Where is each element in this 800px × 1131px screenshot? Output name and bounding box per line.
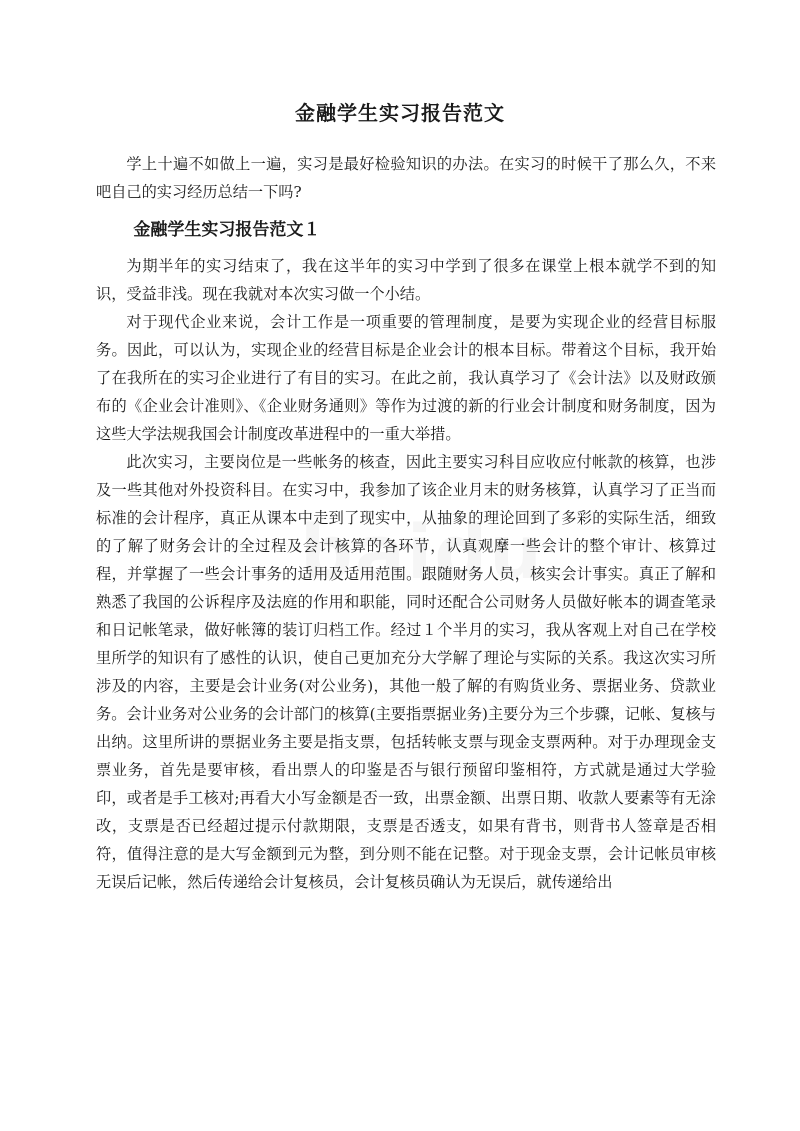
body-paragraph-2: 对于现代企业来说，会计工作是一项重要的管理制度，是要为实现企业的经营目标服务。因此，可以认为，实现企业的经营目标是企业会计的根本目标。带着这个目标，我开始了在我所在的实习企业进行了有目的实习。在此之前，我认真学习了《会计法》以及财政颁布的《企业会计准则》、《企业财务通则》等作为过渡的新的行业会计制度和财务制度，因为这些大学法规我国会计制度改革进程中的一重大举措。 (96, 313, 716, 443)
body-paragraph-1: 为期半年的实习结束了，我在这半年的实习中学到了很多在课堂上根本就学不到的知识，受益非浅。现在我就对本次实习做一个小结。 (96, 257, 716, 303)
section-heading: 金融学生实习报告范文１ (133, 220, 321, 240)
document-title: 金融学生实习报告范文 (295, 101, 505, 125)
intro-paragraph: 学上十遍不如做上一遍，实习是最好检验知识的办法。在实习的时候干了那么久，不来吧自己的实习经历总结一下吗? (96, 155, 716, 201)
body-paragraph-3: 此次实习，主要岗位是一些帐务的核查，因此主要实习科目应收应付帐款的核算，也涉及一些其他对外投资科目。在实习中，我参加了该企业月末的财务核算，认真学习了正当而标准的会计程序，真正从课本中走到了现实中，从抽象的理论回到了多彩的实际生活，细致的了解了财务会计的全过程及会计核算的各环节，认真观摩一些会计的整个审计、核算过程，并掌握了一些会计事务的适用及适用范围。跟随财务人员，核实会计事实。真正了解和熟悉了我国的公诉程序及法庭的作用和职能，同时还配合公司财务人员做好帐本的调查笔录和日记帐笔录，做好帐簿的装订归档工作。经过１个半月的实习，我从客观上对自己在学校里所学的知识有了感性的认识，使自己更加充分大学解了理论与实际的关系。我这次实习所涉及的内容，主要是会计业务(对公业务)，其他一般了解的有购货业务、票据业务、贷款业务。会计业务对公业务的会计部门的核算(主要指票据业务)主要分为三个步骤，记帐、复核与出纳。这里所讲的票据业务主要是指支票，包括转帐支票与现金支票两种。对于办理现金支票业务，首先是要审核，看出票人的印鉴是否与银行预留印鉴相符，方式就是通过大学验印，或者是手工核对;再看大小写金额是否一致，出票金额、出票日期、收款人要素等有无涂改，支票是否已经超过提示付款期限，支票是否透支，如果有背书，则背书人签章是否相符，值得注意的是大写金额到元为整，到分则不能在记整。对于现金支票，会计记帐员审核无误后记帐，然后传递给会计复核员，会计复核员确认为无误后，就传递给出 (96, 453, 716, 891)
document-body (96, 150, 716, 896)
